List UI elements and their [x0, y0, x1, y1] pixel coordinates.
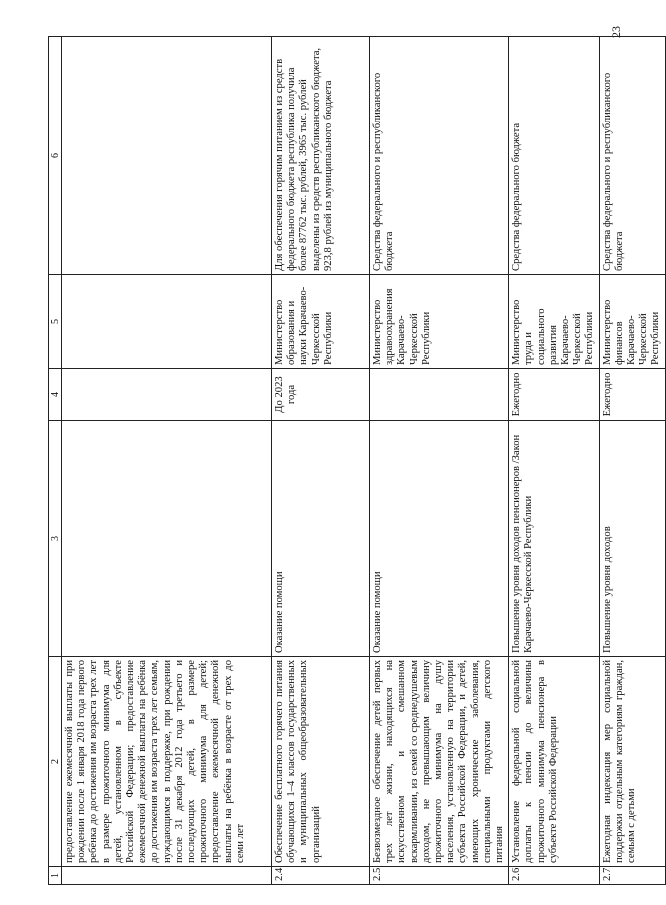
table-row	[370, 37, 509, 885]
executor-cell: Министерство финансов Карачаево-Черкесской Республики	[599, 275, 665, 369]
measure-cell: Ежегодная индексация мер социальной поддержки отдельным категориям граждан, семьям с детьми	[599, 657, 665, 867]
table-row	[599, 37, 665, 885]
rotated-table-frame	[48, 37, 662, 885]
row-number: 2.6	[509, 867, 599, 885]
table-row	[509, 37, 599, 885]
term-cell	[370, 369, 509, 421]
source-cell: Для обеспечения горячим питанием из средств федерального бюджета республика получила более 87762 тыс. рублей, 3965 тыс. рублей выделены из средств республиканского бюджета, 923,8 рублей из муниципального бюджета	[272, 37, 370, 275]
result-cell: Повышение уровня доходов	[599, 421, 665, 657]
row-number: 2.5	[370, 867, 509, 885]
source-cell: Средства федерального бюджета	[509, 37, 599, 275]
term-cell	[62, 369, 272, 421]
column-header: 6	[49, 37, 62, 275]
row-number: 2.7	[599, 867, 665, 885]
table-header-row	[49, 37, 62, 885]
table-row	[272, 37, 370, 885]
column-header: 1	[49, 867, 62, 885]
measures-table	[48, 36, 666, 885]
executor-cell: Министерство здравоохранения Карачаево-Черкесской Республики	[370, 275, 509, 369]
term-cell: До 2023 года	[272, 369, 370, 421]
rotated-table-sheet	[48, 37, 662, 885]
row-number: 2.4	[272, 867, 370, 885]
row-number	[62, 867, 272, 885]
source-cell: Средства федерального и республиканского бюджета	[599, 37, 665, 275]
column-header: 3	[49, 421, 62, 657]
executor-cell: Министерство образования и науки Карачаево-Черкесской Республики	[272, 275, 370, 369]
term-cell: Ежегодно	[509, 369, 599, 421]
column-header: 5	[49, 275, 62, 369]
result-cell	[62, 421, 272, 657]
term-cell: Ежегодно	[599, 369, 665, 421]
result-cell: Повышение уровня доходов пенсионеров /Закон Карачаево-Черкесской Республики	[509, 421, 599, 657]
measure-cell: Установление федеральной социальной доплаты к пенсии до величины прожиточного минимума пенсионера в субъекте Российской Федерации	[509, 657, 599, 867]
table-row	[62, 37, 272, 885]
measure-cell: предоставление ежемесячной выплаты при рождении после 1 января 2018 года первого ребёнка до достижения им возраста трех лет в размере прожиточного минимума для детей, установленном в субъекте Российской Федерации; предоставление ежемесячной денежной выплаты на ребёнка до достижения им возраста трех лет семьям, нуждающимся в поддержке, при рождении после 31 декабря 2012 года третьего и последующих детей, в размере прожиточного минимума для детей; предоставление ежемесячной денежной выплаты на ребёнка в возрасте от трех до семи лет	[62, 657, 272, 867]
source-cell	[62, 37, 272, 275]
result-cell: Оказание помощи	[370, 421, 509, 657]
page-number: 23	[609, 26, 623, 38]
executor-cell	[62, 275, 272, 369]
measure-cell: Безвозмездное обеспечение детей первых трех лет жизни, находящихся на искусственном и смешанном вскармливании, из семей со среднедушевым доходом, не превышающим величину прожиточного минимума на душу населения, установленную на территории субъекта Российской Федерации, и детей, имеющих хронические заболевания, специальными продуктами детского питания	[370, 657, 509, 867]
result-cell: Оказание помощи	[272, 421, 370, 657]
measure-cell: Обеспечение бесплатного горячего питания обучающихся 1–4 классов государственных и муниципальных общеобразовательных организаций	[272, 657, 370, 867]
column-header: 2	[49, 657, 62, 867]
executor-cell: Министерство труда и социального развития Карачаево-Черкесской Республики	[509, 275, 599, 369]
source-cell: Средства федерального и республиканского бюджета	[370, 37, 509, 275]
column-header: 4	[49, 369, 62, 421]
